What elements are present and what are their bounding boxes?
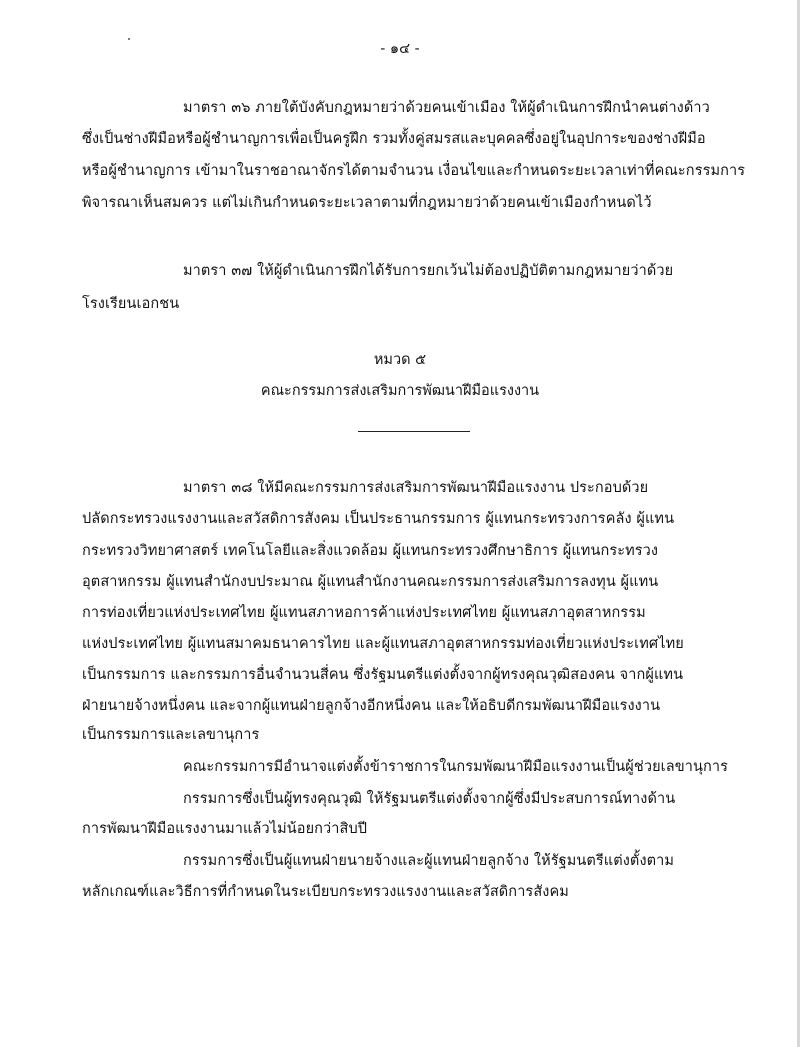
section36-line-1: มาตรา ๓๖ ภายใต้บังคับกฎหมายว่าด้วยคนเข้าเมือง ให้ผู้ดำเนินการฝึกนำคนต่างด้าว (183, 100, 710, 116)
section38-line-7: เป็นกรรมการ และกรรมการอื่นจำนวนสี่คน ซึ่งรัฐมนตรีแต่งตั้งจากผู้ทรงคุณวุฒิสองคน จากผู้แทน (82, 667, 684, 683)
section37-line-1: มาตรา ๓๗ ให้ผู้ดำเนินการฝึกได้รับการยกเว้นไม่ต้องปฏิบัติตามกฎหมายว่าด้วย (183, 263, 674, 279)
chapter-title: คณะกรรมการส่งเสริมการพัฒนาฝีมือแรงงาน (260, 383, 540, 399)
section38-para2: คณะกรรมการมีอำนาจแต่งตั้งข้าราชการในกรมพัฒนาฝีมือแรงงานเป็นผู้ช่วยเลขานุการ (183, 759, 728, 775)
section38-line-2: ปลัดกระทรวงแรงงานและสวัสดิการสังคม เป็นประธานกรรมการ ผู้แทนกระทรวงการคลัง ผู้แทน (82, 511, 675, 527)
chapter-number: หมวด ๕ (373, 352, 427, 368)
section36-line-3: หรือผู้ชำนาญการ เข้ามาในราชอาณาจักรได้ตามจำนวน เงื่อนไขและกำหนดระยะเวลาเท่าที่คณะกรรมการ (82, 163, 746, 179)
section38-line-5: การท่องเที่ยวแห่งประเทศไทย ผู้แทนสภาหอการค้าแห่งประเทศไทย ผู้แทนสภาอุตสาหกรรม (82, 605, 646, 621)
section38-line-3: กระทรวงวิทยาศาสตร์ เทคโนโลยีและสิ่งแวดล้อม ผู้แทนกระทรวงศึกษาธิการ ผู้แทนกระทรวง (82, 543, 659, 559)
section38-para3-line-1: กรรมการซึ่งเป็นผู้ทรงคุณวุฒิ ให้รัฐมนตรีแต่งตั้งจากผู้ซึ่งมีประสบการณ์ทางด้าน (183, 791, 676, 807)
page-number: - ๑๔ - (380, 41, 420, 57)
section38-para4-line-1: กรรมการซึ่งเป็นผู้แทนฝ่ายนายจ้างและผู้แทนฝ่ายลูกจ้าง ให้รัฐมนตรีแต่งตั้งตาม (183, 853, 675, 869)
section38-line-8: ฝ่ายนายจ้างหนึ่งคน และจากผู้แทนฝ่ายลูกจ้างอีกหนึ่งคน และให้อธิบดีกรมพัฒนาฝีมือแรงงาน (82, 698, 661, 714)
section38-line-9: เป็นกรรมการและเลขานุการ (82, 727, 260, 743)
section37-line-2: โรงเรียนเอกชน (82, 296, 180, 312)
section38-line-1: มาตรา ๓๘ ให้มีคณะกรรมการส่งเสริมการพัฒนาฝีมือแรงงาน ประกอบด้วย (183, 480, 649, 496)
section38-line-6: แห่งประเทศไทย ผู้แทนสมาคมธนาคารไทย และผู้แทนสภาอุตสาหกรรมท่องเที่ยวแห่งประเทศไทย (82, 636, 684, 652)
section38-para4-line-2: หลักเกณฑ์และวิธีการที่กำหนดในระเบียบกระทรวงแรงงานและสวัสดิการสังคม (82, 884, 569, 900)
section36-line-4: พิจารณาเห็นสมควร แต่ไม่เกินกำหนดระยะเวลาตามที่กฎหมายว่าด้วยคนเข้าเมืองกำหนดไว้ (82, 195, 652, 211)
section38-para3-line-2: การพัฒนาฝีมือแรงงานมาแล้วไม่น้อยกว่าสิบปี (82, 821, 368, 837)
section36-line-2: ซึ่งเป็นช่างฝีมือหรือผู้ชำนาญการเพื่อเป็นครูฝึก รวมทั้งคู่สมรสและบุคคลซึ่งอยู่ในอุปการะของช่างฝีมือ (82, 131, 706, 147)
chapter-divider (358, 431, 470, 432)
section38-line-4: อุตสาหกรรม ผู้แทนสำนักงบประมาณ ผู้แทนสำนักงานคณะกรรมการส่งเสริมการลงทุน ผู้แทน (82, 574, 659, 590)
